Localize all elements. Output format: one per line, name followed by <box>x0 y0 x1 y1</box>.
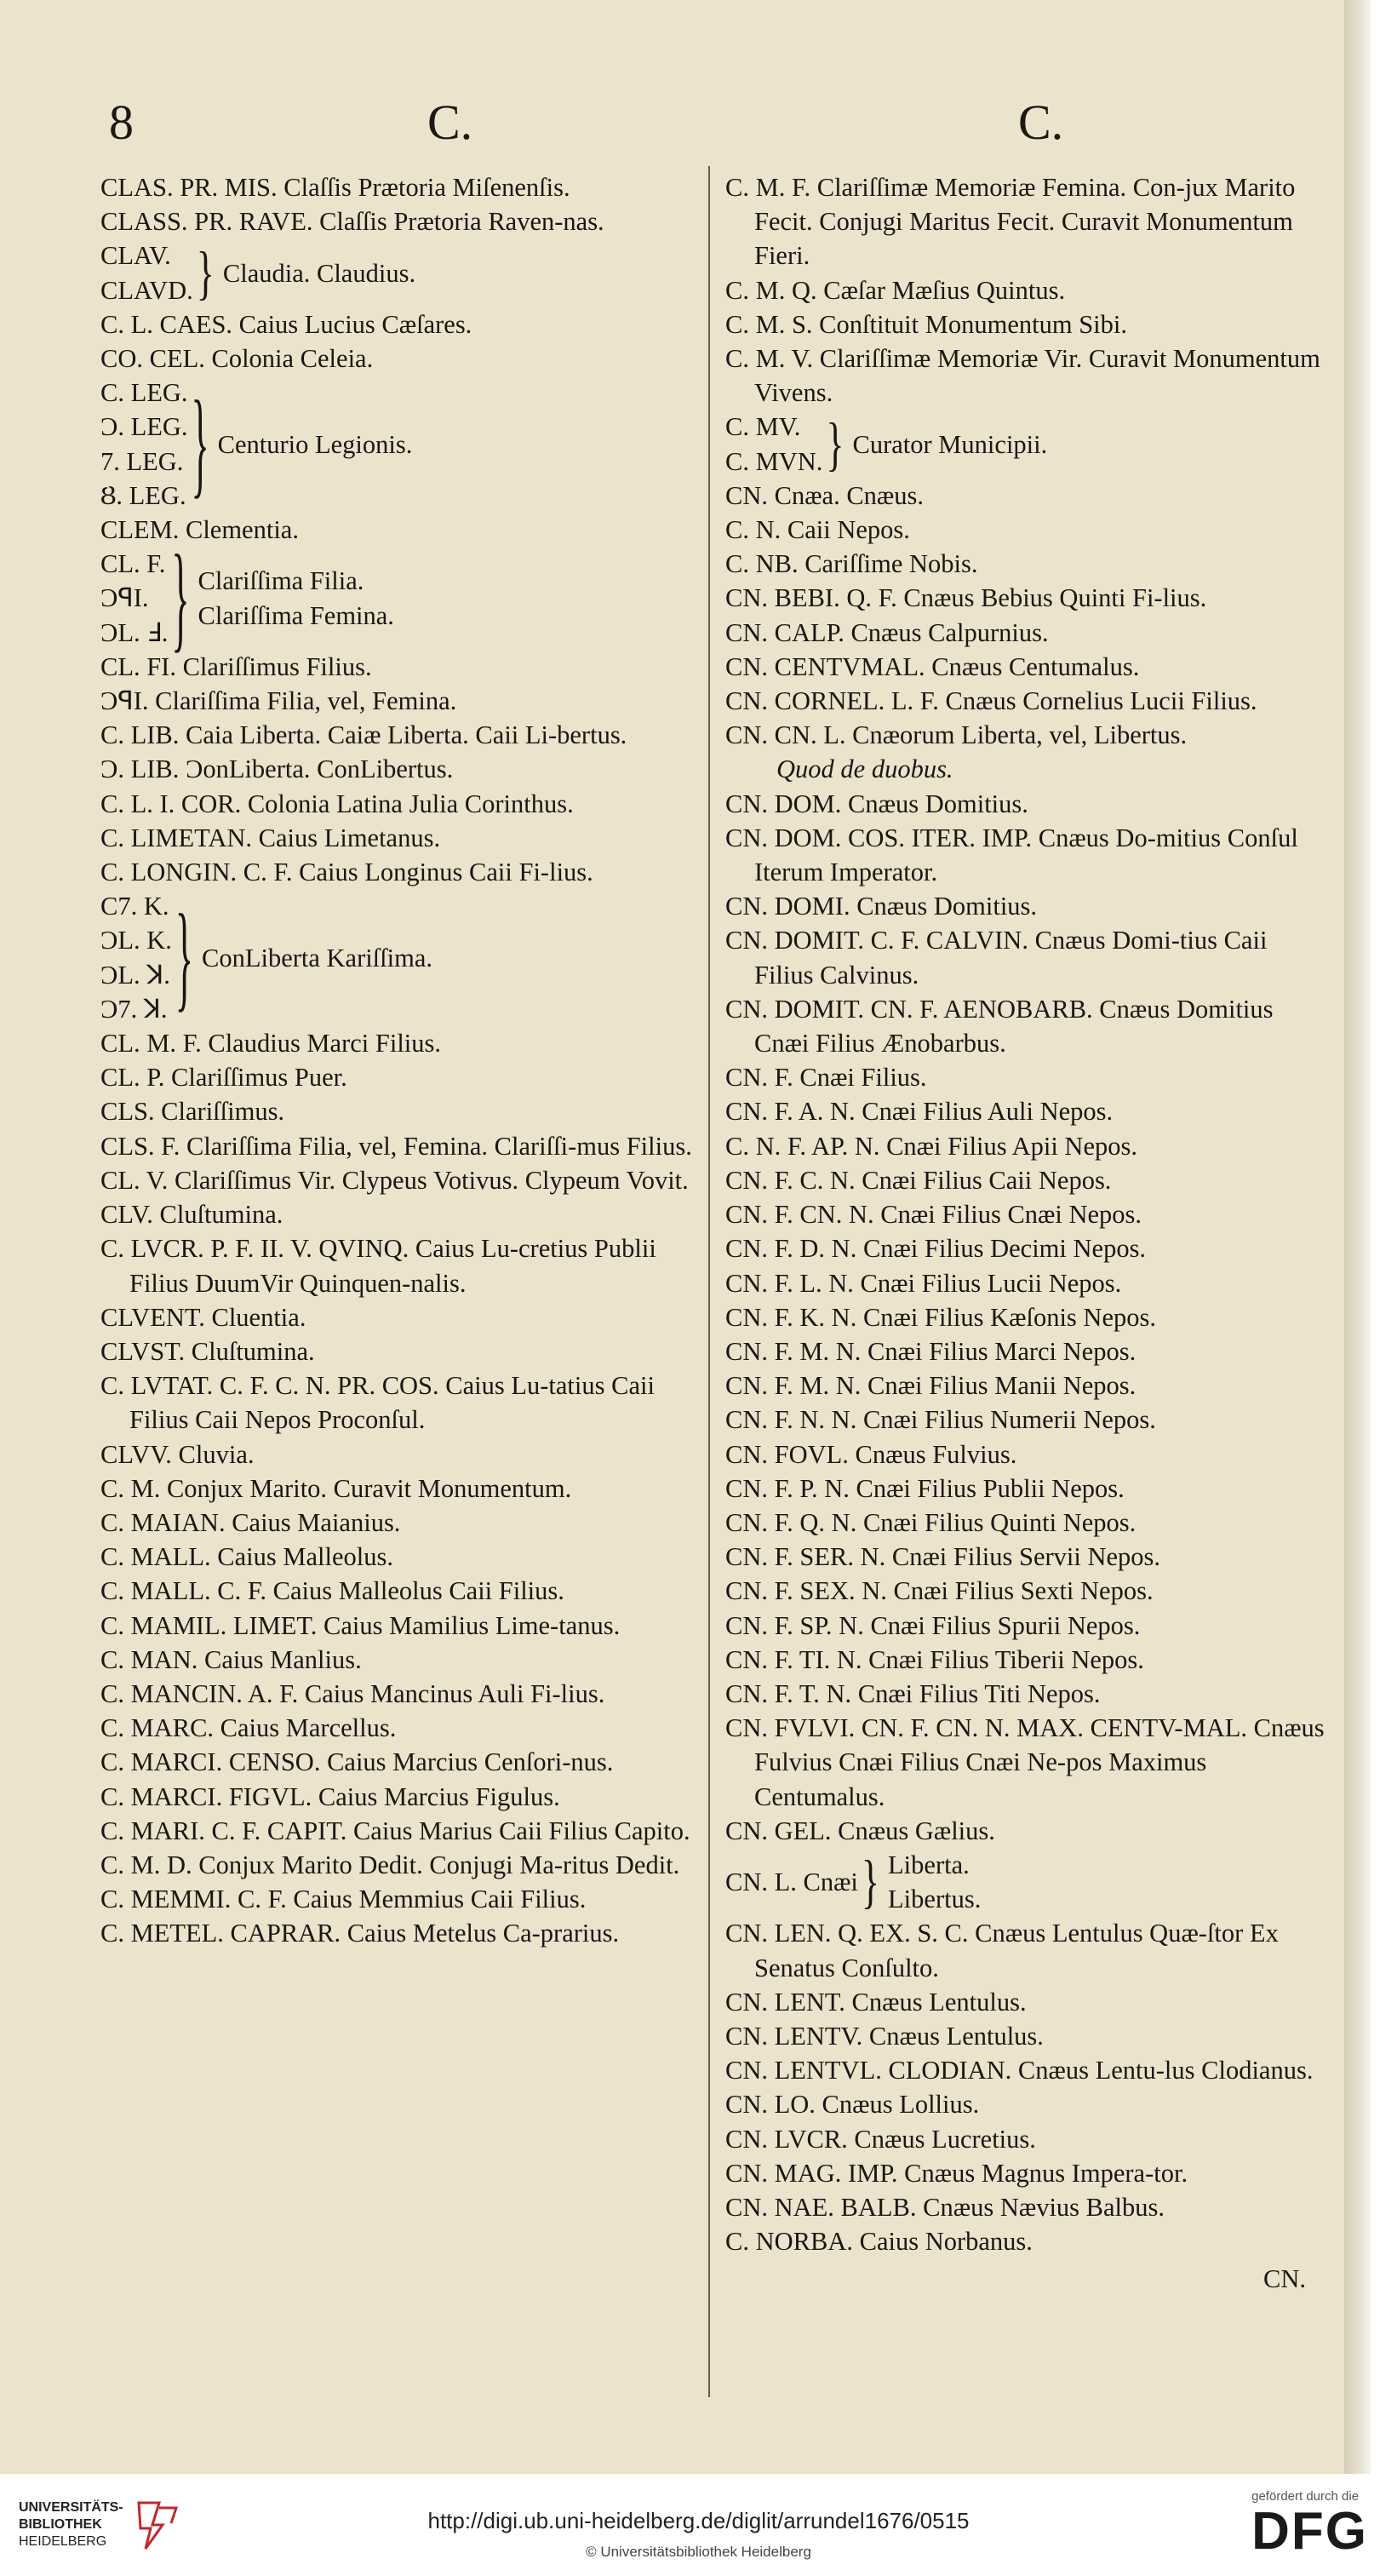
meaning-line: Clariſſima Filia. <box>198 566 364 596</box>
abbreviation-entry: C. MAMIL. LIMET. Caius Mamilius Lime-tanus. <box>100 1610 621 1640</box>
abbreviation-entry: C. MARI. C. F. CAPIT. Caius Marius Caii Filius Capito. <box>100 1816 690 1845</box>
abbreviation-variant: ƆL. K. <box>100 926 172 955</box>
abbreviation-entry: C. LVCR. P. F. II. V. QVINQ. Caius Lu-cretius Publii Filius DuumVir Quinquen-nalis. <box>100 1234 656 1298</box>
abbreviation-entry: C. N. Caii Nepos. <box>725 515 910 545</box>
abbreviation-entry: CN. F. D. N. Cnæi Filius Decimi Nepos. <box>725 1234 1147 1264</box>
abbreviation-entry: C. MAIAN. Caius Maianius. <box>100 1507 401 1537</box>
bracketed-entry-group <box>100 376 708 513</box>
right-brace-icon: } <box>191 376 209 510</box>
running-head <box>0 94 1371 162</box>
abbreviation-variant: C7. K. <box>100 892 169 921</box>
abbreviation-entry: CL. V. Clariſſimus Vir. Clypeus Votivus. Clypeum Vovit. <box>100 1165 689 1195</box>
abbreviation-entry: CN. F. TI. N. Cnæi Filius Tiberii Nepos. <box>725 1644 1144 1674</box>
abbreviation-entry: CN. F. SEX. N. Cnæi Filius Sexti Nepos. <box>725 1576 1154 1606</box>
abbreviation-entry: CLEM. Clementia. <box>100 515 299 545</box>
abbreviation-entry: ƆꟼI. Clariſſima Filia, vel, Femina. <box>100 686 457 716</box>
shared-meaning <box>888 1848 981 1916</box>
abbreviation-entry: CN. BEBI. Q. F. Cnæus Bebius Quinti Fi-lius. <box>725 583 1207 613</box>
shared-meaning <box>218 427 413 462</box>
abbreviation-entry: C. MARCI. FIGVL. Caius Marcius Figulus. <box>100 1781 560 1811</box>
meaning-line: Centurio Legionis. <box>217 429 413 459</box>
abbreviation-entry: CN. F. Q. N. Cnæi Filius Quinti Nepos. <box>725 1507 1136 1537</box>
abbreviation-entry: CN. CN. L. Cnæorum Liberta, vel, Libertus. <box>725 720 1188 750</box>
abbreviation-entry: CN. FOVL. Cnæus Fulvius. <box>725 1439 1017 1469</box>
abbreviation-entry: CN. DOM. COS. ITER. IMP. Cnæus Do-mitius Conſul Iterum Imperator. <box>725 823 1298 887</box>
abbreviation-entry: C. M. Q. Cæſar Mæſius Quintus. <box>725 275 1066 305</box>
abbreviation-entry: CN. LENT. Cnæus Lentulus. <box>725 1987 1027 2017</box>
abbreviation-entry: C. M. F. Clariſſimæ Memoriæ Femina. Con-jux Marito Fecit. Conjugi Maritus Fecit. Curavit Monumentum Fieri. <box>725 173 1296 271</box>
abbreviation-entry: CN. F. SER. N. Cnæi Filius Servii Nepos. <box>725 1542 1161 1572</box>
column-divider <box>708 166 710 2397</box>
abbreviation-entry: C. LVTAT. C. F. C. N. PR. COS. Caius Lu-tatius Caii Filius Caii Nepos Proconſul. <box>100 1371 655 1435</box>
abbreviation-entry: C. LIMETAN. Caius Limetanus. <box>100 823 441 852</box>
library-name-line-2: BIBLIOTHEK <box>19 2517 102 2532</box>
abbreviation-entry: C. LIB. Caia Liberta. Caiæ Liberta. Caii Li-bertus. <box>100 720 627 750</box>
abbreviation-entry: CN. DOMI. Cnæus Domitius. <box>725 892 1038 921</box>
abbreviation-entry: CLS. F. Clariſſima Filia, vel, Femina. Clariſſi-mus Filius. <box>100 1131 692 1161</box>
abbreviation-entry: CN. F. A. N. Cnæi Filius Auli Nepos. <box>725 1097 1114 1127</box>
abbreviation-entry: CN. F. CN. N. Cnæi Filius Cnæi Nepos. <box>725 1200 1142 1230</box>
abbreviation-entry: C. M. Conjux Marito. Curavit Monumentum. <box>100 1473 572 1503</box>
abbreviation-entry: CN. GEL. Cnæus Gælius. <box>725 1816 995 1845</box>
library-name-line-1: UNIVERSITÄTS- <box>19 2500 123 2515</box>
abbreviation-entry: CLV. Cluſtumina. <box>100 1200 283 1230</box>
bracketed-entry-group <box>725 1848 1331 1916</box>
abbreviation-entry: C. L. I. COR. Colonia Latina Julia Corinthus. <box>100 789 574 818</box>
abbreviation-entry: CN. LVCR. Cnæus Lucretius. <box>725 2124 1036 2154</box>
viewer-footer <box>0 2474 1397 2576</box>
abbreviation-entry: Ɔ. LIB. ƆonLiberta. ConLibertus. <box>100 754 454 784</box>
abbreviation-entry: CN. F. K. N. Cnæi Filius Kæſonis Nepos. <box>725 1302 1156 1332</box>
abbreviation-entry: CN. LO. Cnæus Lollius. <box>725 2090 980 2120</box>
abbreviation-variant: CN. L. Cnæi <box>725 1867 858 1897</box>
meaning-line: Curator Municipii. <box>852 429 1048 459</box>
abbreviation-entry: C. METEL. CAPRAR. Caius Metelus Ca-prarius. <box>100 1919 620 1948</box>
abbreviation-variants <box>725 1865 858 1899</box>
abbreviation-variant: ƆL. ꓘ. <box>100 960 170 990</box>
abbreviation-entry: CLAS. PR. MIS. Claſſis Prætoria Miſenenſis. <box>100 173 570 202</box>
abbreviation-entry: CN. LENTVL. CLODIAN. Cnæus Lentu-lus Clodianus. <box>725 2056 1314 2085</box>
abbreviation-entry: CN. LEN. Q. EX. S. C. Cnæus Lentulus Quæ-ſtor Ex Senatus Conſulto. <box>725 1919 1279 1982</box>
abbreviation-variant: ƆL. Ⅎ. <box>100 617 169 647</box>
abbreviation-entry: CN. F. N. N. Cnæi Filius Numerii Nepos. <box>725 1405 1156 1435</box>
catchword: CN. <box>1263 2264 1306 2294</box>
page-url-link[interactable]: http://digi.ub.uni-heidelberg.de/diglit/arrundel1676/0515 <box>427 2508 970 2533</box>
abbreviation-entry: C. M. D. Conjux Marito Dedit. Conjugi Ma-ritus Dedit. <box>100 1850 680 1879</box>
abbreviation-entry: C. MALL. C. F. Caius Malleolus Caii Filius. <box>100 1576 564 1606</box>
abbreviation-entry: CLS. Clariſſimus. <box>100 1097 285 1127</box>
abbreviation-entry: CN. F. L. N. Cnæi Filius Lucii Nepos. <box>725 1268 1122 1298</box>
funder-name: DFG <box>1251 2502 1368 2561</box>
abbreviation-entry: CN. DOMIT. CN. F. AENOBARB. Cnæus Domitius Cnæi Filius Ænobarbus. <box>725 994 1274 1059</box>
abbreviation-variant: Ɔ. LEG. <box>100 412 188 442</box>
abbreviation-variant: 7. LEG. <box>100 446 184 476</box>
abbreviation-variant: Ɔ7. ꓘ. <box>100 994 168 1024</box>
funder-note: gefördert durch die <box>1251 2489 1360 2504</box>
abbreviation-entry: CN. LENTV. Cnæus Lentulus. <box>725 2021 1044 2051</box>
abbreviation-entry: CLASS. PR. RAVE. Claſſis Prætoria Raven-nas. <box>100 207 604 237</box>
abbreviation-entry: CN. F. Cnæi Filius. <box>725 1063 927 1093</box>
entry-note: Quod de duobus. <box>776 754 953 784</box>
right-brace-icon: } <box>861 1848 880 1915</box>
abbreviation-entry: C. LONGIN. C. F. Caius Longinus Caii Fi-lius. <box>100 858 593 887</box>
abbreviation-variant: Ȣ. LEG. <box>100 480 186 510</box>
right-brace-icon: } <box>196 238 215 307</box>
abbreviation-entry: CN. CENTVMAL. Cnæus Centumalus. <box>725 651 1140 681</box>
meaning-line: Claudia. Claudius. <box>222 258 416 288</box>
abbreviation-variants <box>100 547 168 650</box>
abbreviation-variant: CLAV. <box>100 241 171 271</box>
right-column <box>725 170 1331 2297</box>
abbreviation-entry: CN. DOMIT. C. F. CALVIN. Cnæus Domi-tius Caii Filius Calvinus. <box>725 926 1268 990</box>
abbreviation-entry: CN. MAG. IMP. Cnæus Magnus Impera-tor. <box>725 2158 1188 2188</box>
abbreviation-entry: CN. DOM. Cnæus Domitius. <box>725 789 1028 818</box>
shared-meaning <box>223 256 415 290</box>
abbreviation-entry: CL. P. Clariſſimus Puer. <box>100 1063 347 1093</box>
abbreviation-variant: C. MVN. <box>725 446 823 476</box>
copyright-notice: © Universitätsbibliothek Heidelberg <box>586 2544 811 2560</box>
bracketed-entry-group <box>100 889 708 1026</box>
meaning-line: Libertus. <box>888 1885 982 1914</box>
abbreviation-entry: C. MAN. Caius Manlius. <box>100 1644 362 1674</box>
abbreviation-entry: C. MARC. Caius Marcellus. <box>100 1713 397 1743</box>
abbreviation-entry: CN. F. M. N. Cnæi Filius Manii Nepos. <box>725 1371 1136 1401</box>
abbreviation-entry: CN. CORNEL. L. F. Cnæus Cornelius Lucii Filius. <box>725 686 1257 716</box>
library-name-line-3: HEIDELBERG <box>19 2534 107 2549</box>
shared-meaning <box>202 941 432 975</box>
abbreviation-entry: CL. FI. Clariſſimus Filius. <box>100 651 372 681</box>
abbreviation-variants <box>725 410 822 478</box>
abbreviation-entry: CN. F. P. N. Cnæi Filius Publii Nepos. <box>725 1473 1125 1503</box>
abbreviation-entry: C. M. S. Conſtituit Monumentum Sibi. <box>725 309 1127 339</box>
abbreviation-entry: C. L. CAES. Caius Lucius Cæſares. <box>100 309 472 339</box>
right-brace-icon: } <box>826 410 844 478</box>
abbreviation-entry: CN. CALP. Cnæus Calpurnius. <box>725 617 1049 647</box>
funder-logo <box>1251 2489 1368 2560</box>
abbreviation-entry: CN. F. SP. N. Cnæi Filius Spurii Nepos. <box>725 1610 1141 1640</box>
abbreviation-variants <box>100 376 188 513</box>
shared-meaning <box>198 564 394 632</box>
abbreviation-entry: CN. Cnæa. Cnæus. <box>725 480 925 510</box>
page-number: 8 <box>109 95 134 150</box>
abbreviation-entry: C. NB. Cariſſime Nobis. <box>725 549 978 579</box>
meaning-line: ConLiberta Kariſſima. <box>202 943 433 972</box>
meaning-line: Liberta. <box>888 1850 970 1879</box>
abbreviation-variant: C. LEG. <box>100 378 188 408</box>
abbreviation-variants <box>100 889 172 1026</box>
right-brace-icon: } <box>171 530 190 664</box>
abbreviation-variant: C. MV. <box>725 412 801 442</box>
shared-meaning <box>853 427 1048 462</box>
abbreviation-entry: C. MANCIN. A. F. Caius Mancinus Auli Fi-lius. <box>100 1678 605 1708</box>
abbreviation-entry: C. MARCI. CENSO. Caius Marcius Cenſori-nus. <box>100 1747 614 1777</box>
abbreviation-variant: CLAVD. <box>100 275 193 305</box>
bracketed-entry-group <box>725 410 1331 478</box>
right-brace-icon: } <box>175 889 193 1024</box>
abbreviation-variant: CL. F. <box>100 549 166 579</box>
abbreviation-entry: CL. M. F. Claudius Marci Filius. <box>100 1029 442 1059</box>
abbreviation-entry: CLVV. Cluvia. <box>100 1439 255 1469</box>
right-column-letter: C. <box>1018 95 1064 150</box>
abbreviation-entry: CLVENT. Cluentia. <box>100 1302 306 1332</box>
abbreviation-entry: CN. NAE. BALB. Cnæus Nævius Balbus. <box>725 2192 1165 2222</box>
abbreviation-entry: CN. F. T. N. Cnæi Filius Titi Nepos. <box>725 1678 1101 1708</box>
abbreviation-entry: C. NORBA. Caius Norbanus. <box>725 2227 1033 2257</box>
meaning-line: Clariſſima Femina. <box>198 600 394 630</box>
abbreviation-variant: ƆꟼI. <box>100 583 149 613</box>
bracketed-entry-group <box>100 238 708 307</box>
abbreviation-entry: C. N. F. AP. N. Cnæi Filius Apii Nepos. <box>725 1131 1137 1161</box>
abbreviation-entry: CN. F. M. N. Cnæi Filius Marci Nepos. <box>725 1336 1136 1366</box>
abbreviation-entry: CN. F. C. N. Cnæi Filius Caii Nepos. <box>725 1165 1112 1195</box>
abbreviation-entry: C. M. V. Clariſſimæ Memoriæ Vir. Curavit Monumentum Vivens. <box>725 344 1320 408</box>
abbreviation-entry: C. MALL. Caius Malleolus. <box>100 1542 393 1572</box>
page-edge <box>1344 0 1371 2474</box>
abbreviation-entry: CO. CEL. Colonia Celeia. <box>100 344 374 374</box>
abbreviation-variants <box>100 238 193 307</box>
left-column-letter: C. <box>427 95 473 150</box>
abbreviation-entry: C. MEMMI. C. F. Caius Memmius Caii Filius. <box>100 1885 587 1914</box>
abbreviation-entry: CN. FVLVI. CN. F. CN. N. MAX. CENTV-MAL. Cnæus Fulvius Cnæi Filius Cnæi Ne-pos Maximus Centumalus. <box>725 1713 1325 1811</box>
abbreviation-entry: CLVST. Cluſtumina. <box>100 1336 315 1366</box>
left-column <box>100 170 708 1951</box>
